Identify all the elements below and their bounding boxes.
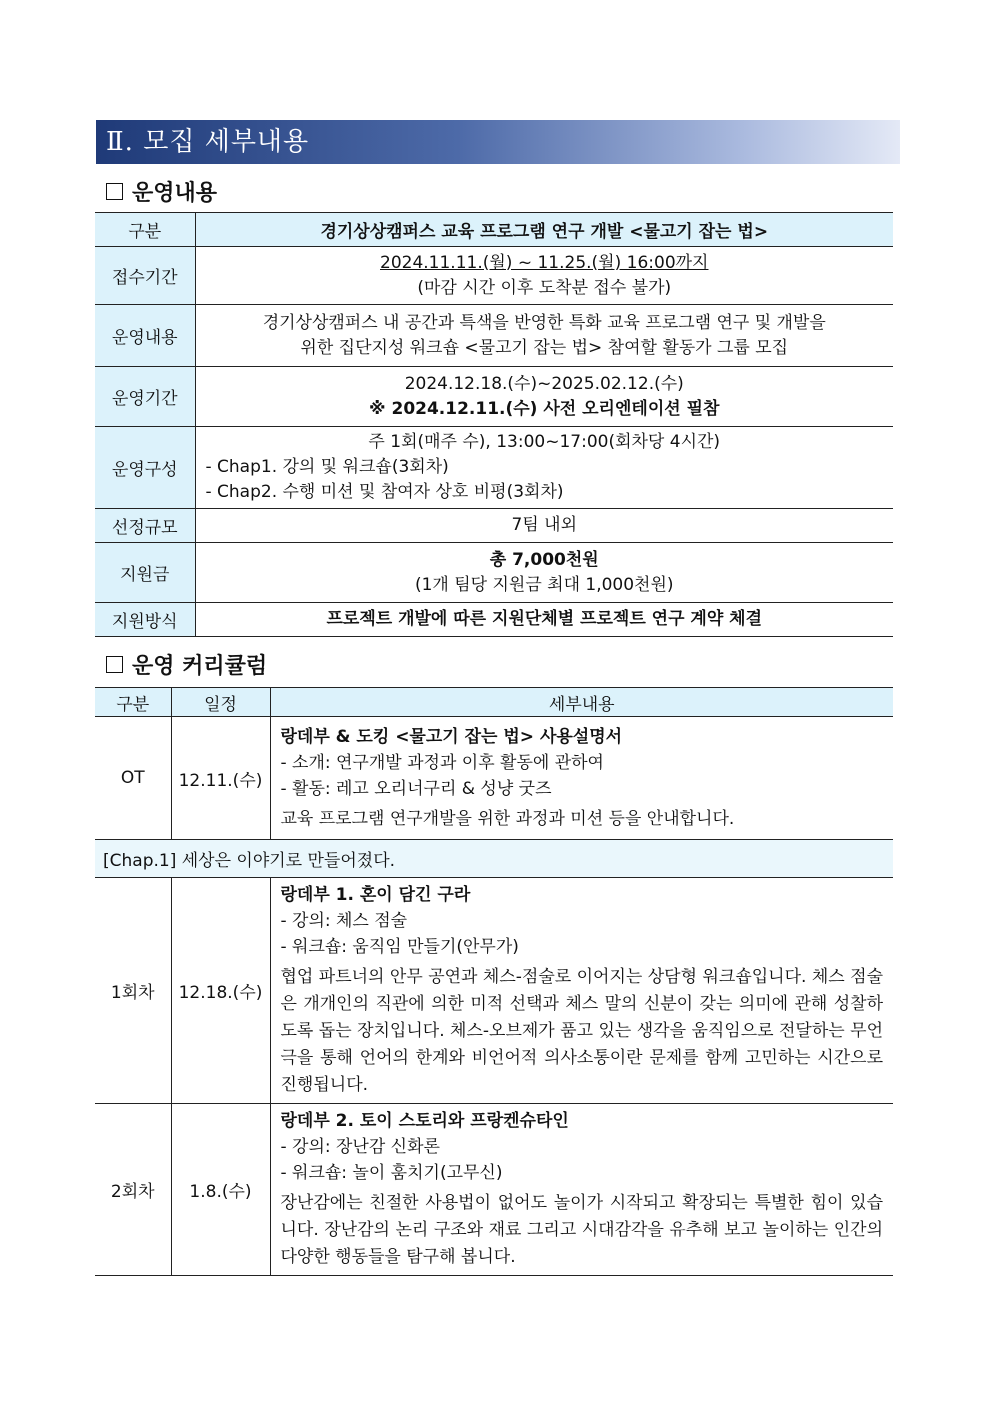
row-label-operation-period: 운영기간 (95, 367, 195, 427)
row-value-support-method (195, 603, 893, 637)
support-method-text: 프로젝트 개발에 따른 지원단체별 프로젝트 연구 계약 체결 (326, 609, 763, 629)
row-value-application-period (195, 247, 893, 305)
details-1 (270, 878, 893, 1104)
period-dates: 2024.12.18.(수)~2025.02.12.(수) (404, 373, 684, 394)
row-value-operation-period (195, 367, 893, 427)
session-title: 랑데부 1. 혼이 담긴 구라 (280, 885, 471, 905)
session-item: - 강의: 체스 점술 (280, 911, 408, 931)
table-row (95, 717, 893, 840)
selection-scale-text: 7팀 내외 (511, 515, 577, 535)
session-description: 교육 프로그램 연구개발을 위한 과정과 미션 등을 안내합니다. (280, 808, 735, 829)
session-description: 장난감에는 친절한 사용법이 없어도 놀이가 시작되고 확장되는 특별한 힘이 있습니다. 장난감의 논리 구조와 재료 그리고 시대감각을 유추해 보고 놀이하는 인간의 다양한 행동들을 탐구해 봅니다. (280, 1193, 883, 1267)
row-label-grant: 지원금 (95, 543, 195, 603)
application-note: (마감 시간 이후 도착분 접수 불가) (417, 277, 672, 298)
session-1: 1회차 (95, 878, 171, 1104)
date-ot: 12.11.(수) (171, 717, 270, 840)
composition-chap2: - Chap2. 수행 미션 및 참여자 상호 비평(3회차) (205, 482, 564, 502)
composition-chap1: - Chap1. 강의 및 워크숍(3회차) (205, 457, 449, 477)
row-label-composition: 운영구성 (95, 427, 195, 509)
orientation-note: ※ 2024.12.11.(수) 사전 오리엔테이션 필참 (369, 398, 720, 419)
composition-schedule: 주 1회(매주 수), 13:00~17:00(회차당 4시간) (368, 432, 721, 452)
row-value-selection-scale (195, 509, 893, 543)
checkbox-square-icon (106, 183, 123, 200)
row-value-operation-content (195, 305, 893, 367)
section-heading-operation (106, 176, 217, 207)
details-ot (270, 717, 893, 840)
grant-total: 총 7,000천원 (489, 549, 599, 570)
section-heading-curriculum (106, 649, 267, 680)
date-1: 12.18.(수) (171, 878, 270, 1104)
details-2 (270, 1104, 893, 1276)
header-session: 구분 (95, 688, 171, 717)
chapter-1-title: [Chap.1] 세상은 이야기로 만들어졌다. (95, 840, 893, 878)
section-title: 운영내용 (132, 181, 218, 206)
row-label-operation-content: 운영내용 (95, 305, 195, 367)
session-item: - 강의: 장난감 신화론 (280, 1137, 440, 1157)
date-2: 1.8.(수) (171, 1104, 270, 1276)
header-date: 일정 (171, 688, 270, 717)
session-item: - 워크숍: 움직임 만들기(안무가) (280, 937, 519, 957)
row-label-selection-scale: 선정규모 (95, 509, 195, 543)
row-value-composition (195, 427, 893, 509)
table-row (95, 878, 893, 1104)
section-banner: Ⅱ. 모집 세부내용 (96, 120, 900, 164)
session-item: - 활동: 레고 오리너구리 & 성냥 굿즈 (280, 778, 552, 799)
header-label: 구분 (95, 213, 195, 247)
curriculum-table (95, 687, 893, 1276)
header-details: 세부내용 (270, 688, 893, 717)
application-dates: 2024.11.11.(월) ~ 11.25.(월) 16:00까지 (380, 252, 709, 273)
session-title: 랑데부 & 도킹 <물고기 잡는 법> 사용설명서 (280, 726, 623, 747)
overview-table (95, 212, 893, 637)
checkbox-square-icon (106, 656, 123, 673)
row-label-support-method: 지원방식 (95, 603, 195, 637)
row-value-grant (195, 543, 893, 603)
chapter-row (95, 840, 893, 878)
session-description: 협업 파트너의 안무 공연과 체스-점술로 이어지는 상담형 워크숍입니다. 체스 점술은 개개인의 직관에 의한 미적 선택과 체스 말의 신분이 갖는 의미에 관해 성찰하도록 돕는 장치입니다. 체스-오브제가 품고 있는 생각을 움직임으로 전달하는 무언극을 통해 언어의 한계와 비언어적 의사소통이란 문제를 함께 고민하는 시간으로 진행됩니다. (280, 967, 883, 1095)
session-2: 2회차 (95, 1104, 171, 1276)
section-title: 운영 커리큘럼 (132, 654, 268, 679)
content-line-2: 위한 집단지성 워크숍 <물고기 잡는 법> 참여할 활동가 그룹 모집 (300, 337, 789, 358)
session-title: 랑데부 2. 토이 스토리와 프랑켄슈타인 (280, 1111, 569, 1131)
table-row (95, 1104, 893, 1276)
content-line-1: 경기상상캠퍼스 내 공간과 특색을 반영한 특화 교육 프로그램 연구 및 개발을 (262, 312, 826, 333)
session-item: - 소개: 연구개발 과정과 이후 활동에 관하여 (280, 752, 604, 773)
grant-per-team: (1개 팀당 지원금 최대 1,000천원) (414, 574, 674, 595)
header-program-title: 경기상상캠퍼스 교육 프로그램 연구 개발 <물고기 잡는 법> (195, 213, 893, 247)
row-label-application-period: 접수기간 (95, 247, 195, 305)
session-item: - 워크숍: 놀이 훔치기(고무신) (280, 1163, 503, 1183)
session-ot: OT (95, 717, 171, 840)
